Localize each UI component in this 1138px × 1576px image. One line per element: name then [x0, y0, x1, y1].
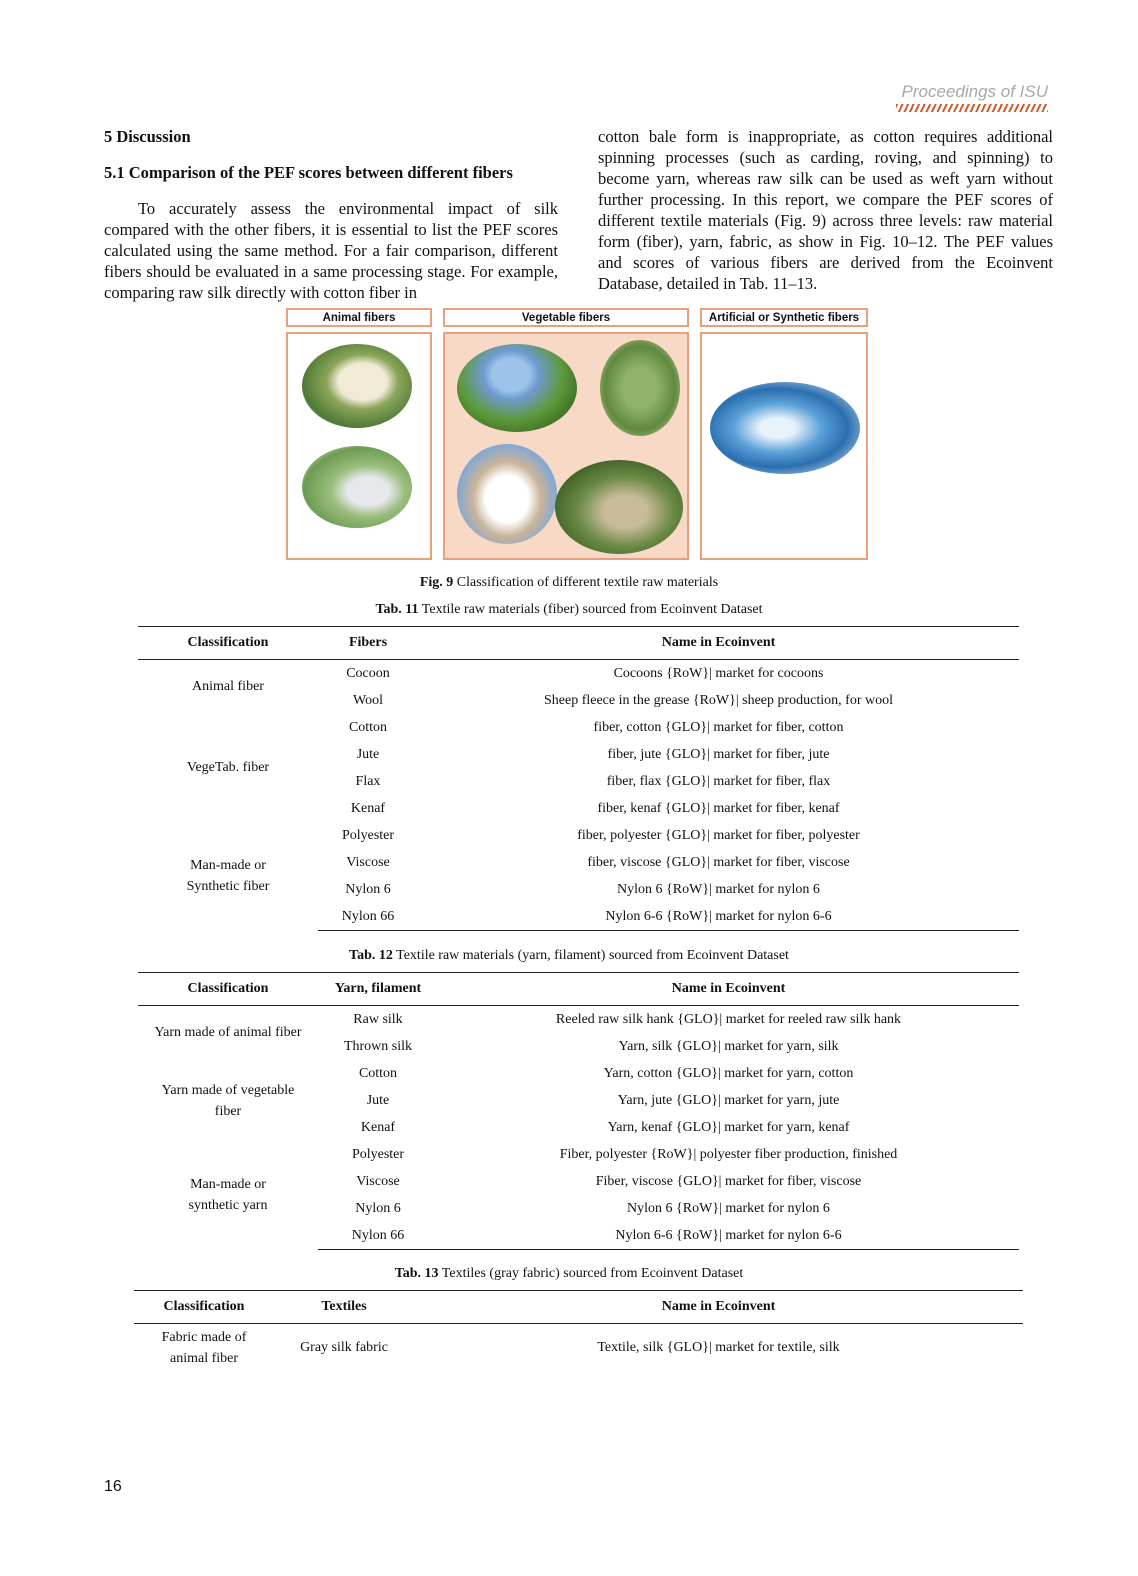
table-cell: fiber, jute {GLO}| market for fiber, jute [607, 746, 830, 762]
table-cell: Wool [353, 692, 383, 708]
flax-image [457, 344, 577, 432]
col-header: Fibers [348, 635, 388, 650]
page-number: 16 [104, 1478, 122, 1495]
table-cell: Viscose [346, 854, 390, 870]
panel-synthetic [700, 332, 868, 560]
table-cell: Jute [366, 1092, 390, 1108]
table-cell: Yarn, jute {GLO}| market for yarn, jute [617, 1092, 840, 1108]
table-row [138, 714, 1019, 741]
table-cell: Yarn, cotton {GLO}| market for yarn, cotton [603, 1065, 854, 1081]
table-row [138, 822, 1019, 849]
label-animal-fibers: Animal fibers [286, 308, 432, 327]
table-cell: Thrown silk [343, 1038, 413, 1054]
table-cell: Viscose [356, 1173, 400, 1189]
col-header: Name in Ecoinvent [661, 635, 776, 650]
table-cell: Reeled raw silk hank {GLO}| market for reeled raw silk hank [555, 1011, 902, 1027]
group-cell: Fabric made of animal fiber [161, 1330, 247, 1366]
label-synthetic-fibers: Artificial or Synthetic fibers [700, 308, 868, 327]
table-cell: Raw silk [353, 1011, 403, 1027]
group-cell: Animal fiber [192, 679, 264, 694]
table-cell: Nylon 6 [355, 1200, 401, 1216]
table-cell: Cocoon [346, 665, 390, 681]
table-cell: Polyester [351, 1146, 405, 1162]
table-row [134, 1324, 1023, 1373]
group-cell: VegeTab. fiber [186, 760, 270, 775]
label-vegetable-fibers: Vegetable fibers [443, 308, 689, 327]
group-cell: Man-made or synthetic yarn [188, 1177, 268, 1214]
col-header: Classification [163, 1299, 245, 1314]
table-row [138, 660, 1019, 688]
group-cell: Man-made or Synthetic fiber [186, 858, 270, 895]
right-paragraph: cotton bale form is inappropriate, as cotton requires additional spinning processes (such as carding, roving, and spinning) to become yarn, whereas raw silk can be used as weft yarn without further processing. In this report, we compare the PEF scores of different textile materials (Fig. 9) across three levels: raw material form (fiber), yarn, fabric, as show in Fig. 10–12. The PEF values and scores of various fibers are derived from the Ecoinvent Database, detailed in Tab. 11–13. [598, 127, 1053, 293]
table-cell: Nylon 6-6 {RoW}| market for nylon 6-6 [438, 1222, 1019, 1250]
table-cell: Yarn, silk {GLO}| market for yarn, silk [618, 1038, 839, 1054]
table-cell: fiber, flax {GLO}| market for fiber, flax [606, 773, 831, 789]
table-cell: Polyester [341, 827, 395, 843]
fig9-caption: Fig. 9 Classification of different textile raw materials [419, 575, 719, 590]
col-header: Textiles [321, 1299, 367, 1314]
table-12 [138, 972, 1019, 1250]
table-cell: Gray silk fabric [300, 1340, 388, 1355]
table-cell: Nylon 66 [318, 1222, 438, 1250]
table-cell: Jute [356, 746, 380, 762]
table-cell: Flax [355, 773, 381, 789]
table-cell: Cotton [348, 719, 388, 735]
table-row [138, 1141, 1019, 1168]
table-cell: Fiber, viscose {GLO}| market for fiber, viscose [595, 1173, 862, 1189]
col-header: Classification [187, 981, 269, 996]
section-title: 5 Discussion [104, 127, 191, 146]
table-cell: Sheep fleece in the grease {RoW}| sheep production, for wool [543, 692, 893, 708]
right-column [598, 126, 1053, 294]
table-cell: Cocoons {RoW}| market for cocoons [613, 665, 824, 681]
jute-image [600, 340, 680, 436]
table-cell: fiber, cotton {GLO}| market for fiber, cotton [593, 719, 844, 735]
kenaf-image [555, 460, 683, 554]
table-cell: Textile, silk {GLO}| market for textile, silk [597, 1340, 840, 1355]
subsection-title: 5.1 Comparison of the PEF scores between different fibers [104, 163, 513, 182]
figure-9 [286, 308, 868, 560]
col-header: Classification [187, 635, 269, 650]
lab-glassware-image [710, 382, 860, 474]
table-cell: Nylon 66 [318, 903, 418, 931]
group-cell: Yarn made of animal fiber [154, 1025, 302, 1040]
tab13-caption: Tab. 13 Textiles (gray fabric) sourced from Ecoinvent Dataset [394, 1266, 744, 1281]
table-11 [138, 626, 1019, 931]
col-header: Yarn, filament [334, 981, 422, 996]
table-cell: fiber, kenaf {GLO}| market for fiber, kenaf [597, 800, 840, 816]
table-cell: Nylon 6 [345, 881, 391, 897]
header-stripe [896, 104, 1048, 112]
group-cell: Yarn made of vegetable fiber [161, 1082, 295, 1119]
tab12-caption: Tab. 12 Textile raw materials (yarn, filament) sourced from Ecoinvent Dataset [349, 948, 789, 963]
left-paragraph: To accurately assess the environmental impact of silk compared with the other fibers, it is essential to list the PEF scores calculated using the same method. For a fair comparison, different fibers should be evaluated in a same processing stage. For example, comparing raw silk directly with cotton fiber in [104, 199, 558, 302]
table-cell: Nylon 6-6 {RoW}| market for nylon 6-6 [418, 903, 1019, 931]
left-column [104, 126, 558, 303]
tab11-caption: Tab. 11 Textile raw materials (fiber) sourced from Ecoinvent Dataset [375, 602, 763, 617]
cotton-image [457, 444, 557, 544]
table-row [138, 1006, 1019, 1034]
sheep-image [302, 344, 412, 428]
table-cell: fiber, viscose {GLO}| market for fiber, viscose [587, 854, 850, 870]
table-13 [134, 1290, 1023, 1372]
table-row [138, 1060, 1019, 1087]
col-header: Name in Ecoinvent [671, 981, 786, 996]
table-cell: fiber, polyester {GLO}| market for fiber, polyester [577, 827, 860, 843]
table-cell: Kenaf [350, 800, 386, 816]
table-cell: Nylon 6 {RoW}| market for nylon 6 [617, 881, 820, 897]
table-cell: Kenaf [360, 1119, 396, 1135]
journal-header: Proceedings of ISU [901, 82, 1048, 101]
table-cell: Nylon 6 {RoW}| market for nylon 6 [627, 1200, 830, 1216]
col-header: Name in Ecoinvent [661, 1299, 776, 1314]
panel-animal [286, 332, 432, 560]
silkworm-image [302, 446, 412, 528]
panel-vegetable [443, 332, 689, 560]
table-cell: Cotton [358, 1065, 398, 1081]
table-cell: Yarn, kenaf {GLO}| market for yarn, kenaf [607, 1119, 850, 1135]
table-cell: Fiber, polyester {RoW}| polyester fiber production, finished [559, 1146, 898, 1162]
